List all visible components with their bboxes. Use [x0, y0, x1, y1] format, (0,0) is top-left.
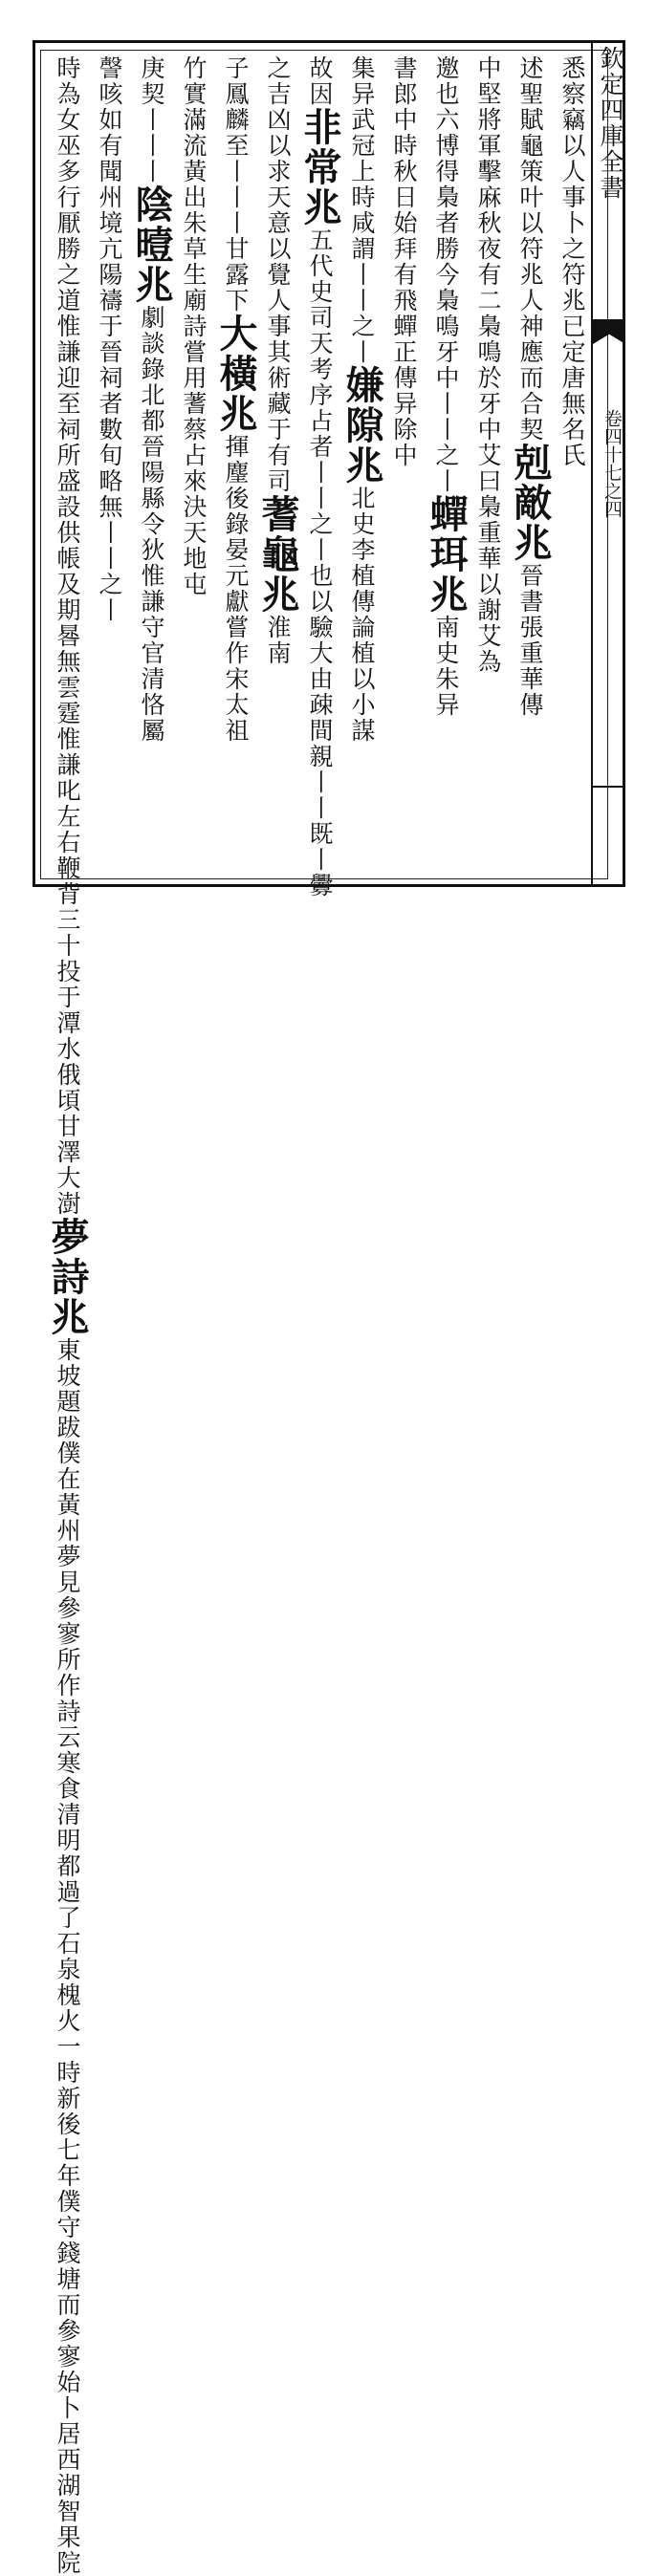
entry-heading: 陰曀兆	[129, 184, 174, 305]
text-segment: 北史李植傳論植以小謀	[348, 486, 376, 744]
text-segment: 書郎中時秋日始拜有飛蟬正	[390, 55, 418, 365]
text-segment: 庚契丨丨丨	[138, 55, 165, 184]
text-column	[508, 55, 553, 877]
text-column	[90, 55, 128, 877]
text-segment: 之	[264, 55, 292, 81]
text-segment: 謦咳如有聞	[96, 55, 123, 184]
entry-heading: 蟬珥兆	[424, 494, 469, 615]
text-segment: 故因	[306, 55, 334, 107]
entry-heading: 夢詩	[45, 1217, 90, 1297]
text-segment: 劇談錄北都晉陽縣令狄惟謙守官清恪屬	[138, 305, 165, 744]
entry-heading: 蓍龜兆	[255, 494, 300, 615]
text-column	[297, 55, 342, 898]
text-segment: 邀也六博得梟者勝今梟鳴牙中丨丨之丨	[432, 55, 460, 494]
block-margin	[591, 42, 625, 887]
text-column	[213, 55, 258, 877]
text-segment: 東坡題跋僕在黃州夢見參寥所作詩云寒食清明都過了石	[54, 1337, 81, 1957]
text-segment: 述聖賦龜策叶以符兆人神應而合契	[516, 55, 544, 443]
text-segment: 淮南	[264, 615, 292, 666]
text-segment: 竹實滿流黃出朱草生	[180, 55, 208, 288]
text-column	[129, 55, 174, 877]
text-column	[45, 55, 90, 2576]
text-segment: 集异武冠上時咸謂丨丨之丨	[348, 55, 376, 365]
text-segment: 南史朱异	[432, 615, 460, 718]
entry-heading: 嫌隙兆	[339, 365, 384, 486]
text-segment: 重華以謝艾為	[474, 520, 502, 675]
text-segment: 大由疎間親丨丨既丨釁	[306, 640, 334, 898]
text-segment: 州境亢陽禱于晉祠者數旬略無丨丨之丨	[96, 184, 123, 623]
text-column	[339, 55, 384, 877]
text-segment: 悉察竊以人事卜之符兆已定唐無名氏	[558, 55, 586, 468]
text-column	[469, 55, 507, 877]
text-segment: 吉凶以求天意以覺人事其術藏于有司	[264, 81, 292, 494]
text-segment: 子鳳麟至丨丨丨甘露下	[222, 55, 250, 314]
text-segment: 揮麈後錄晏元獻嘗作宋太祖	[222, 434, 250, 744]
text-column	[553, 55, 591, 877]
text-segment: 五代史司天考序占者丨丨之丨也以驗	[306, 227, 334, 640]
text-segment: 廟詩嘗用蓍蔡占來決天地屯	[180, 288, 208, 597]
text-segment: 晉書張重華傳	[516, 563, 544, 718]
text-column	[384, 55, 423, 877]
text-segment: 時為女巫多行厭勝之道惟謙迎至祠所盛設供帳及期晷	[54, 55, 81, 649]
text-column	[424, 55, 469, 877]
chapter-label: 卷四十七之四	[601, 409, 623, 518]
text-segment: 泉槐火一時新後七年僕守錢塘而參寥始卜居西湖智果院	[54, 1957, 81, 2576]
text-segment: 中堅將軍擊麻秋夜有二梟鳴於牙中艾曰梟	[474, 55, 502, 520]
entry-heading: 兆	[45, 1297, 90, 1337]
text-column	[174, 55, 212, 877]
text-column	[255, 55, 300, 877]
entry-heading: 非常兆	[297, 107, 342, 227]
fish-tail-mark	[593, 319, 625, 344]
entry-heading: 大橫兆	[213, 314, 258, 434]
book-title: 欽定四庫全書	[597, 46, 624, 201]
entry-heading: 剋敵兆	[508, 443, 553, 563]
text-segment: 無雲霆惟謙叱左右鞭背三十投于潭水俄頃甘澤大澍	[54, 649, 81, 1217]
margin-divider	[593, 786, 625, 788]
text-segment: 傳异除中	[390, 365, 418, 468]
